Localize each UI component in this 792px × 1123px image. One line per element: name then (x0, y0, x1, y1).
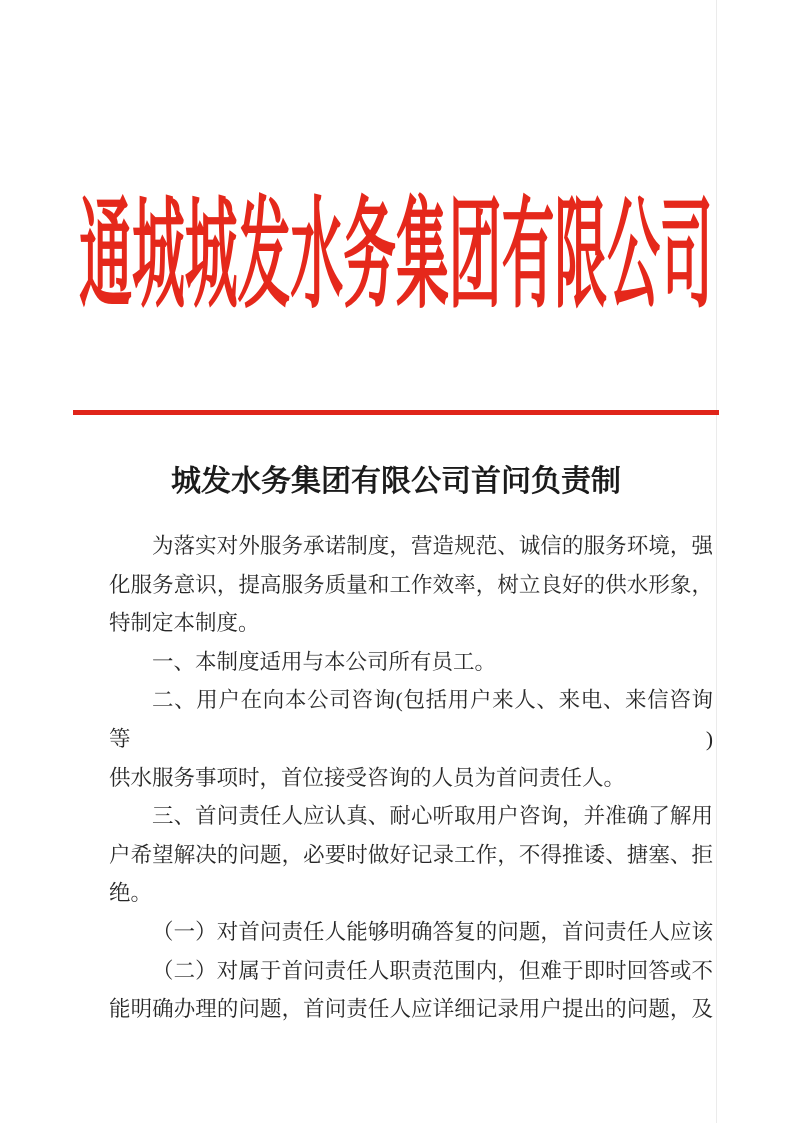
body-line: 一、本制度适用与本公司所有员工。 (152, 649, 497, 674)
body-line: 供水服务事项时，首位接受咨询的人员为首问责任人。 (109, 765, 626, 790)
body-line: 为落实对外服务承诺制度，营造规范、诚信的服务环境，强 (152, 534, 713, 558)
company-letterhead-title: 通城城发水务集团有限公司 (79, 189, 713, 322)
body-line: 特制定本制度。 (109, 611, 260, 636)
body-line: 绝。 (109, 881, 153, 906)
red-divider-line (73, 410, 719, 415)
body-line: （二）对属于首问责任人职责范围内，但难于即时回答或不 (152, 958, 713, 983)
letterhead (0, 186, 792, 326)
body-line: 户希望解决的问题，必要时做好记录工作，不得推诿、搪塞、拒 (109, 842, 713, 867)
body-line: 化服务意识，提高服务质量和工作效率，树立良好的供水形象， (109, 572, 713, 597)
body-line: （一）对首问责任人能够明确答复的问题，首问责任人应该 (152, 919, 713, 944)
scan-fold-artifact (716, 0, 717, 1123)
document-title: 城发水务集团有限公司首问负责制 (171, 465, 621, 498)
body-line: 能明确办理的问题，首问责任人应详细记录用户提出的问题，及 (109, 997, 713, 1022)
body-line: 二、用户在向本公司咨询(包括用户来人、来电、来信咨询等) (109, 688, 713, 751)
body-line: 三、首问责任人应认真、耐心听取用户咨询，并准确了解用 (152, 804, 713, 829)
document-body (109, 527, 713, 1029)
